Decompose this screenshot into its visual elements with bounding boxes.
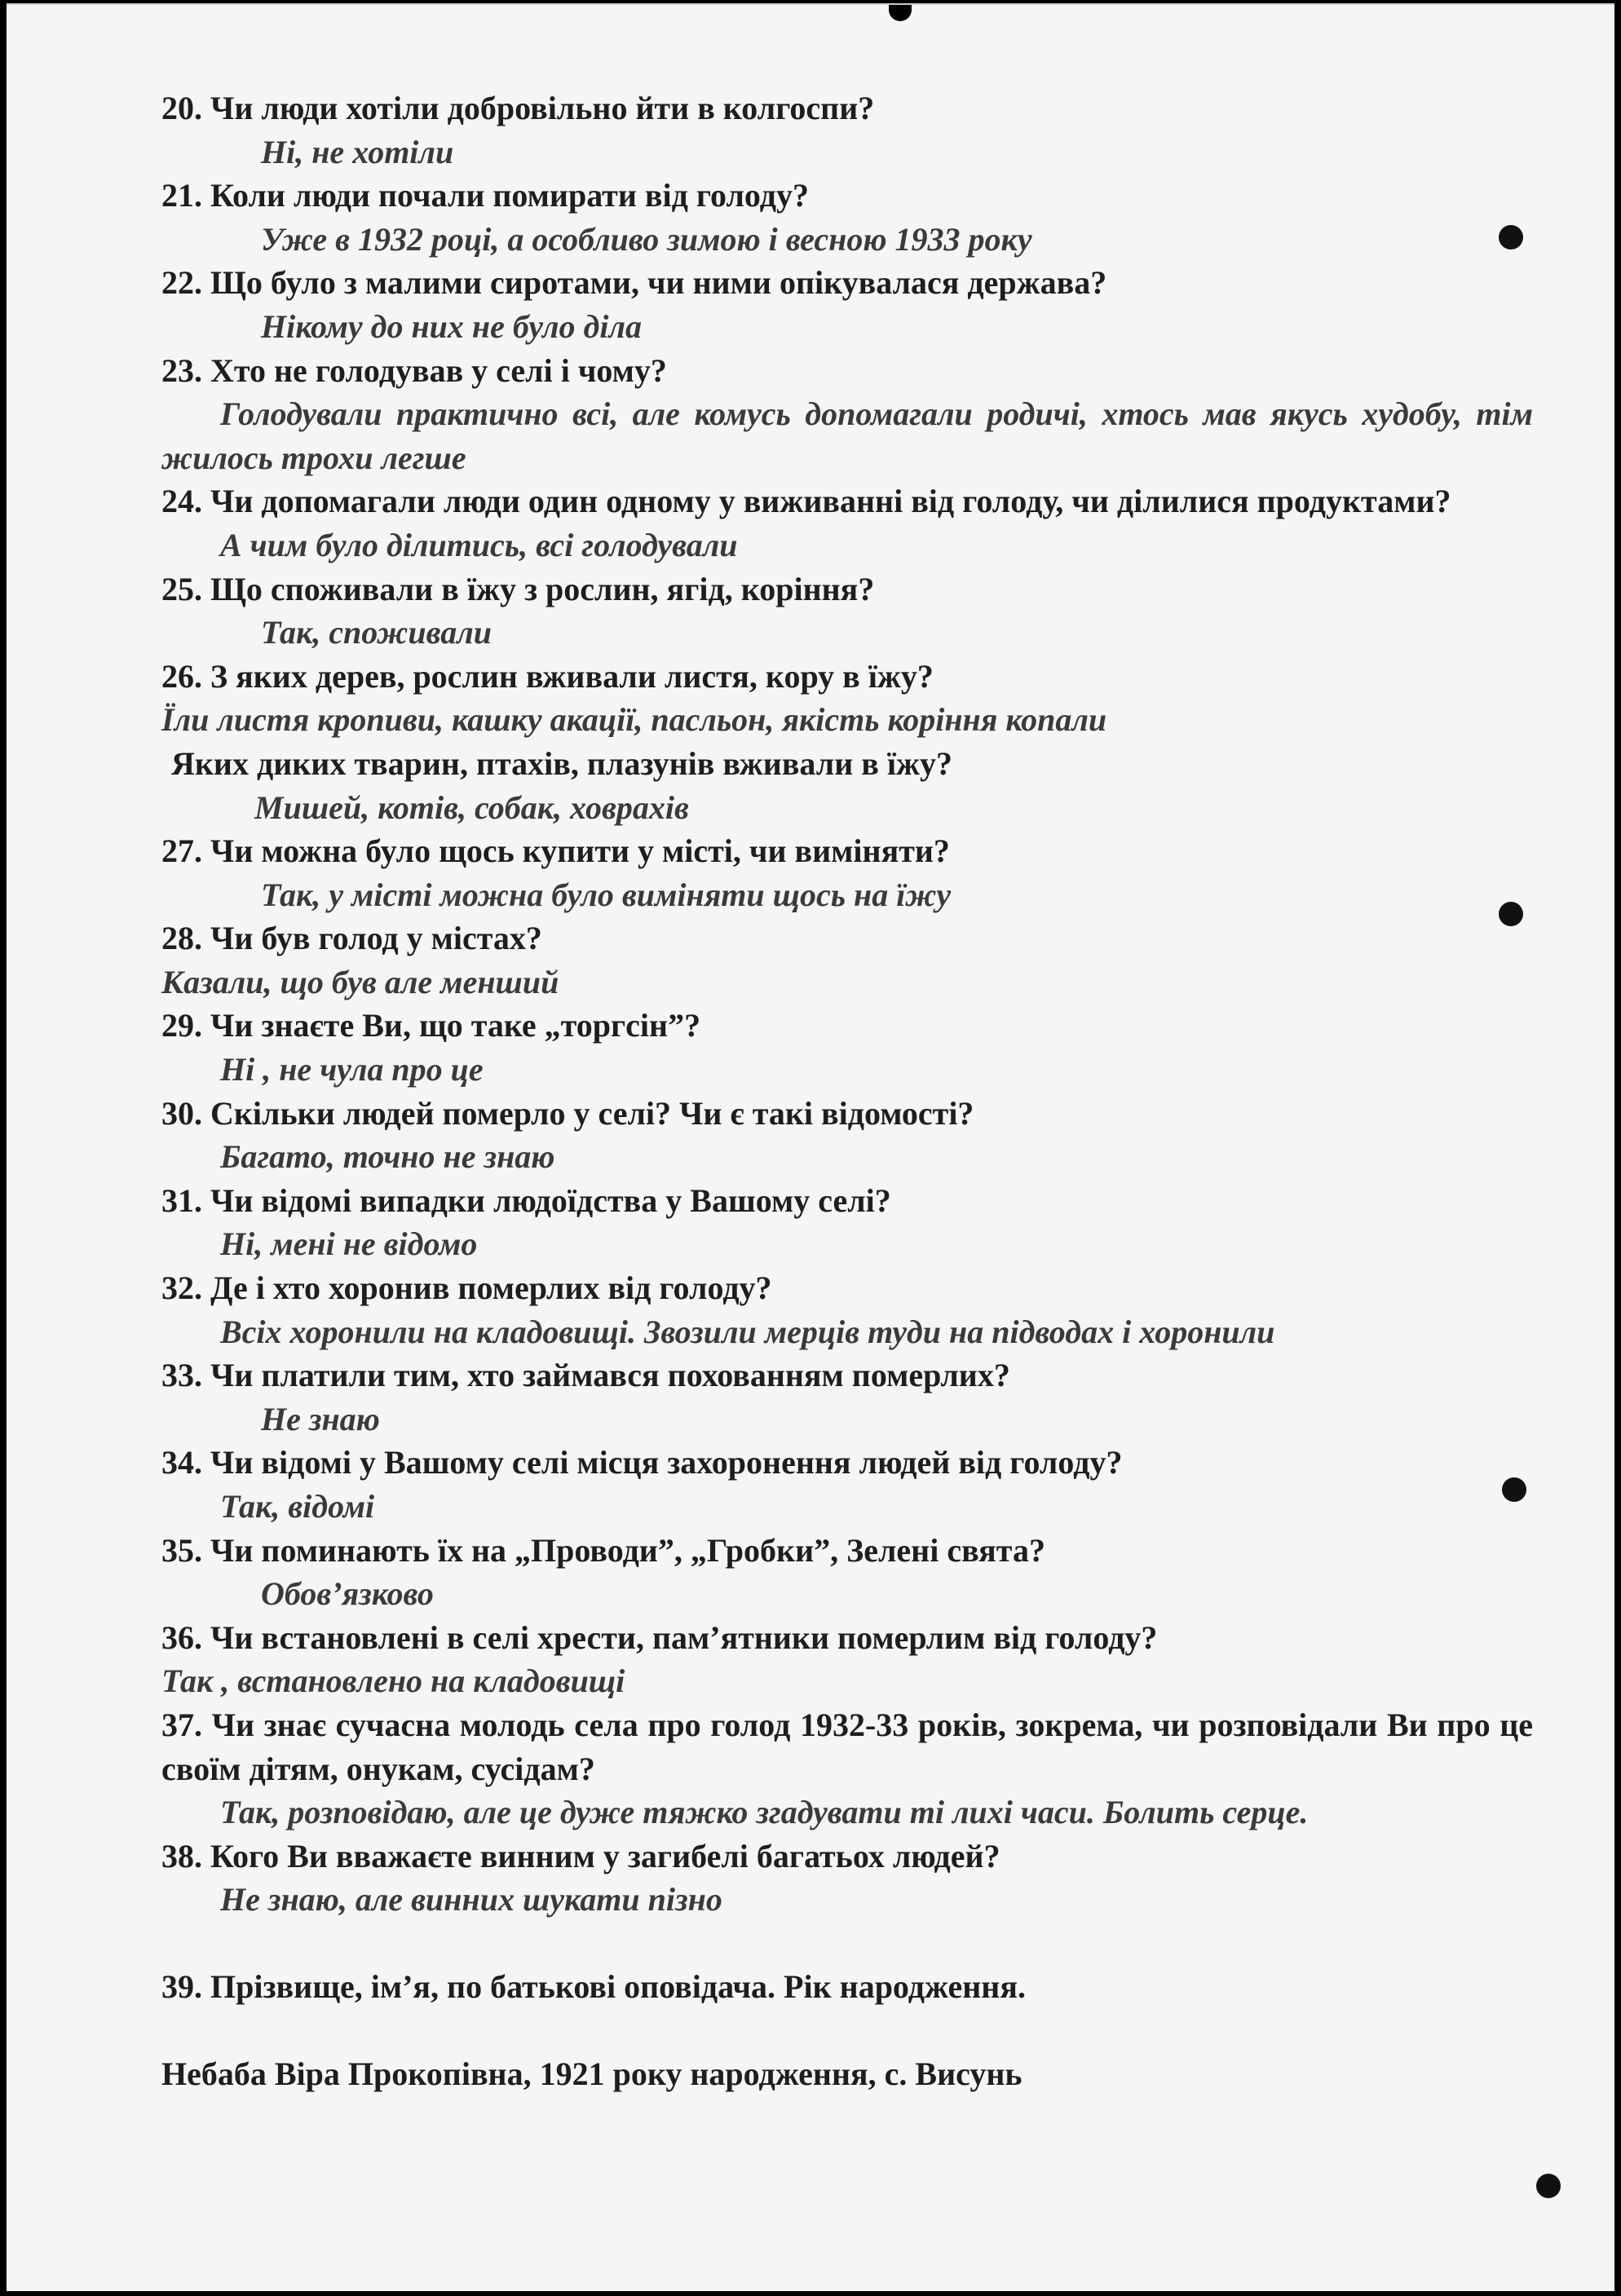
question-29: 29. Чи знаєте Ви, що таке „торгсін”? <box>161 1007 701 1044</box>
question-21: 21. Коли люди почали помирати від голоду? <box>161 177 809 214</box>
answer-36: Так , встановлено на кладовищі <box>161 1662 625 1700</box>
question-22: 22. Що було з малими сиротами, чи ними опікувалася держава? <box>161 264 1107 302</box>
answer-32: Всіх хоронили на кладовищі. Звозили мерців туди на підводах і хоронили <box>220 1313 1275 1350</box>
answer-31: Ні, мені не відомо <box>220 1225 478 1263</box>
paper-notch <box>889 5 912 21</box>
answer-20: Ні, не хотіли <box>261 133 454 170</box>
question-39: 39. Прізвище, ім’я, по батькові оповідача. Рік народження. <box>161 1967 1026 2005</box>
punch-hole-4 <box>1536 2174 1561 2198</box>
question-23: 23. Хто не голодував у селі і чому? <box>161 351 667 389</box>
paper-sheet <box>7 3 1614 2291</box>
answer-34: Так, відомі <box>220 1488 375 1525</box>
answer-22: Нікому до них не було діла <box>261 307 642 345</box>
question-37: 37. Чи знає сучасна молодь села про голод 1932-33 років, зокрема, чи розповідали Ви про це своїм дітям, онукам, сусідам? <box>161 1706 1533 1787</box>
question-20: 20. Чи люди хотіли добровільно йти в колгоспи? <box>161 90 875 126</box>
answer-33: Не знаю <box>261 1400 380 1437</box>
answer-26: Їли листя кропиви, кашку акації, пасльон, якість коріння копали <box>161 701 1107 739</box>
question-26b: Яких диких тварин, птахів, плазунів вживали в їжу? <box>171 744 952 782</box>
spacer <box>161 2009 1533 2052</box>
question-36: 36. Чи встановлені в селі хрести, пам’ятники померлим від голоду? <box>161 1618 1158 1656</box>
question-28: 28. Чи був голод у містах? <box>161 920 542 957</box>
question-35: 35. Чи поминають їх на „Проводи”, „Гробки”, Зелені свята? <box>161 1531 1045 1569</box>
narrator-info: Небаба Віра Прокопівна, 1921 року народження, с. Висунь <box>161 2055 1023 2092</box>
question-30: 30. Скільки людей померло у селі? Чи є такі відомості? <box>161 1094 974 1132</box>
question-31: 31. Чи відомі випадки людоїдства у Вашому селі? <box>161 1181 891 1219</box>
answer-27: Так, у місті можна було виміняти щось на їжу <box>261 876 952 913</box>
questionnaire-text <box>161 86 1533 2095</box>
question-27: 27. Чи можна було щось купити у місті, чи виміняти? <box>161 832 950 870</box>
question-32: 32. Де і хто хоронив померлих від голоду? <box>161 1269 772 1307</box>
answer-24: А чим було ділитись, всі голодували <box>220 526 738 563</box>
answer-35: Обов’язково <box>261 1575 434 1613</box>
answer-26b: Мишей, котів, собак, ховрахів <box>254 788 689 826</box>
spacer <box>161 1922 1533 1965</box>
question-38: 38. Кого Ви вважаєте винним у загибелі багатьох людей? <box>161 1837 1000 1874</box>
answer-21: Уже в 1932 році, а особливо зимою і весною 1933 року <box>261 220 1032 258</box>
answer-29: Ні , не чула про це <box>220 1051 484 1088</box>
answer-30: Багато, точно не знаю <box>220 1138 555 1176</box>
question-33: 33. Чи платили тим, хто займався похованням померлих? <box>161 1357 1010 1394</box>
answer-28: Казали, що був але менший <box>161 963 559 1000</box>
answer-25: Так, споживали <box>261 614 492 651</box>
answer-38: Не знаю, але винних шукати пізно <box>220 1881 722 1918</box>
question-34: 34. Чи відомі у Вашому селі місця захоронення людей від голоду? <box>161 1444 1123 1481</box>
answer-23: Голодували практично всі, але комусь допомагали родичі, хтось мав якусь худобу, тім жилось трохи легше <box>161 395 1533 476</box>
question-25: 25. Що споживали в їжу з рослин, ягід, коріння? <box>161 570 875 607</box>
answer-37: Так, розповідаю, але це дуже тяжко згадувати ті лихі часи. Болить серце. <box>220 1794 1309 1831</box>
question-24: 24. Чи допомагали люди один одному у виживанні від голоду, чи ділилися продуктами? <box>161 483 1451 520</box>
question-26: 26. З яких дерев, рослин вживали листя, кору в їжу? <box>161 657 934 695</box>
